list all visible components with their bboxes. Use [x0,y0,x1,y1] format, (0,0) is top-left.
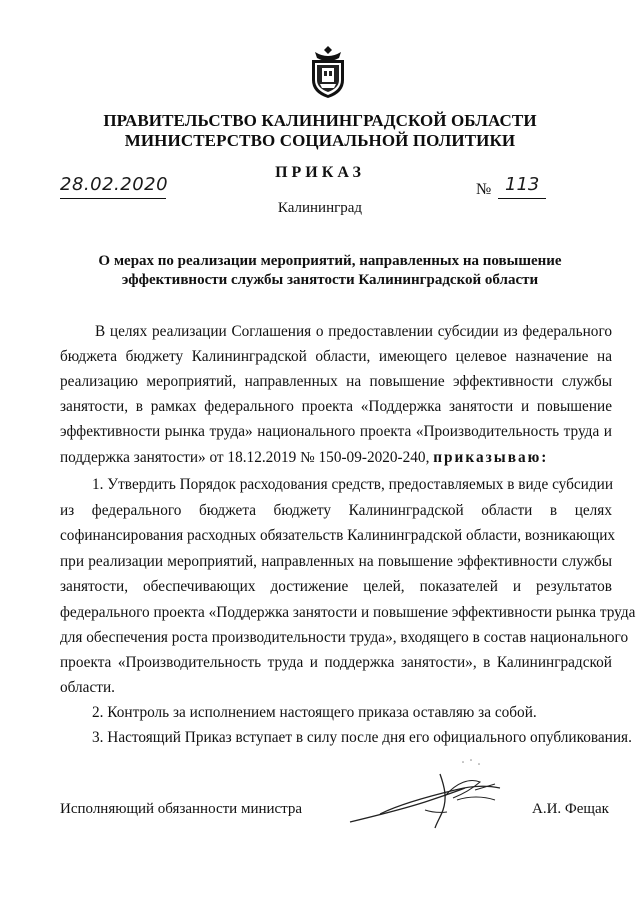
signatory-position: Исполняющий обязанности министра [60,801,303,817]
preamble-line: эффективности рынка труда» национального проекта «Производительность труда и [60,423,612,440]
item1-line: 1. Утвердить Порядок расходования средств, предоставляемых в виде субсидии [92,476,614,493]
decree-word: приказываю: [433,449,549,466]
preamble-line: занятости, в рамках федерального проекта «Поддержка занятости и повышение [60,398,612,415]
preamble-line: В целях реализации Соглашения о предоставлении субсидии из федерального [95,323,612,340]
item3-text: 3. Настоящий Приказ вступает в силу после дня его официального опубликования. [92,729,632,746]
handwritten-signature-icon [345,752,505,834]
ministry-name: МИНИСТЕРСТВО СОЦИАЛЬНОЙ ПОЛИТИКИ [124,131,516,150]
number-label: № [476,181,492,198]
government-name: ПРАВИТЕЛЬСТВО КАЛИНИНГРАДСКОЙ ОБЛАСТИ [103,111,537,130]
handwritten-date: 28.02.2020 [60,174,169,195]
item1-line: при реализации мероприятий, направленных на повышение эффективности службы [60,553,612,570]
coat-of-arms-icon [305,44,351,100]
item2-text: 2. Контроль за исполнением настоящего приказа оставляю за собой. [92,704,537,721]
item1-line: федерального проекта «Поддержка занятости и повышение эффективности рынка труда [60,604,636,621]
preamble-line: реализацию мероприятий, направленных на повышение эффективности службы [60,373,612,390]
handwritten-number: 113 [505,174,540,195]
item1-line: проекта «Производительность труда и поддержка занятости», в Калининградской [60,654,612,671]
item1-line: софинансирования расходных обязательств Калининградской области, возникающих [60,527,616,544]
date-underline [60,198,166,199]
preamble-line [60,449,612,467]
document-title-line: эффективности службы занятости Калининградской области [121,272,539,288]
number-underline [498,198,546,199]
item1-line: для обеспечения роста производительности труда», входящего в состав национального [60,629,629,646]
signatory-name: А.И. Фещак [532,801,609,817]
document-title-line: О мерах по реализации мероприятий, направленных на повышение [98,253,562,269]
city: Калининград [277,200,363,216]
item1-line: из федерального бюджета бюджету Калининградской области в целях [60,502,612,519]
item1-line: занятости, обеспечивающих достижение целей, показателей и результатов [60,578,612,595]
preamble-line: бюджета бюджету Калининградской области, имеющего целевое назначение на [60,348,612,365]
preamble-last-text: поддержка занятости» от 18.12.2019 № 150-09-2020-240, [60,449,430,466]
document-type: ПРИКАЗ [275,164,365,181]
item1-line: области. [60,679,115,696]
